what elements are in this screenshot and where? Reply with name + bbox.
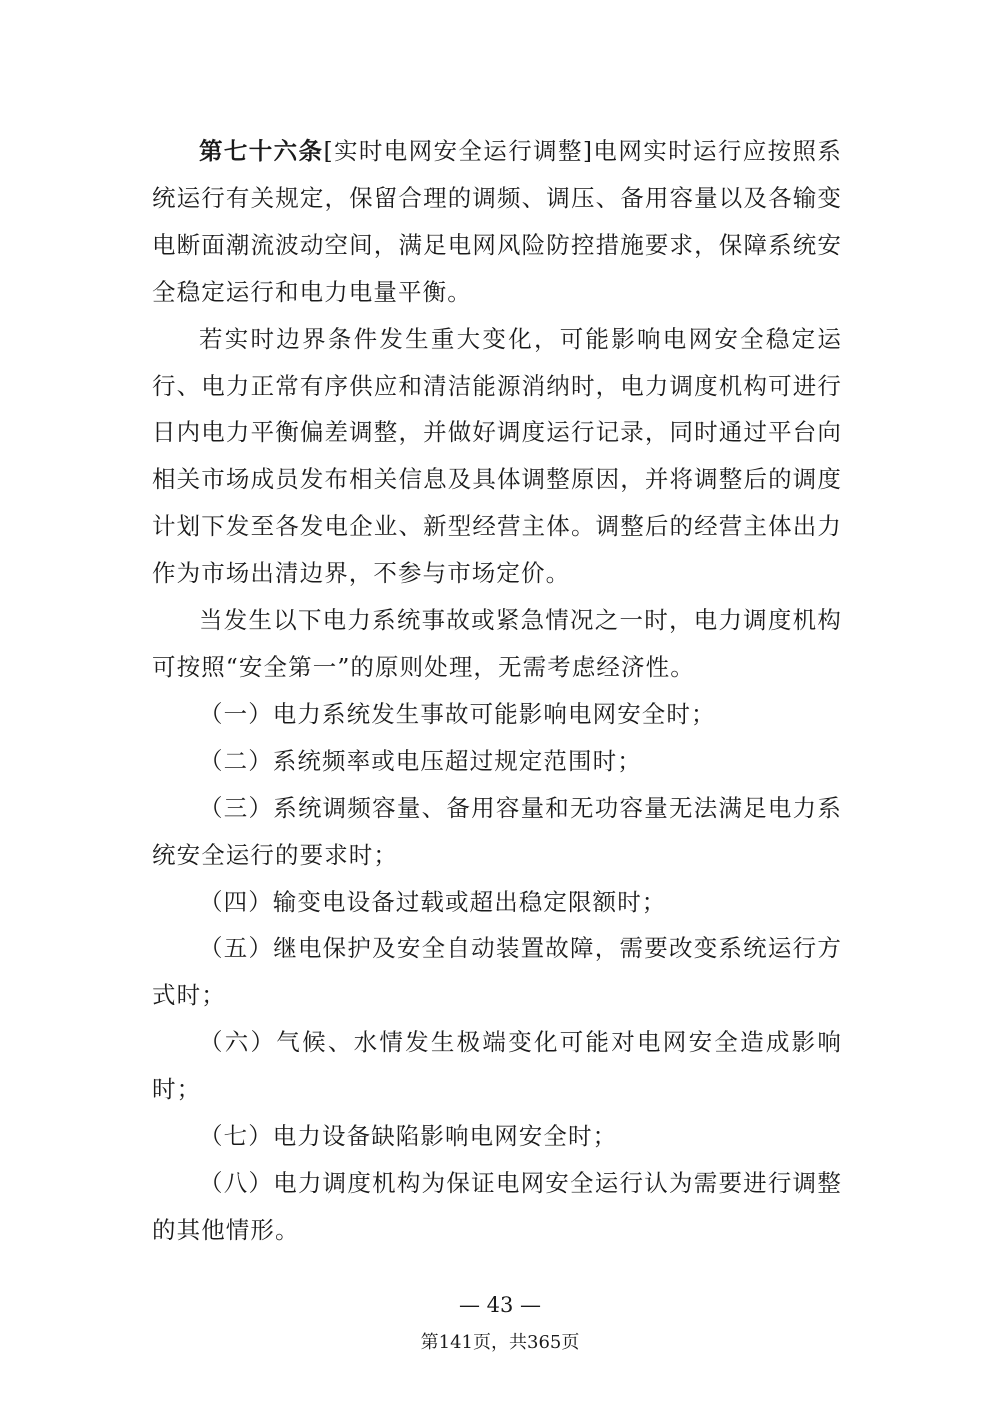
document-body <box>152 128 842 1254</box>
article-76-paragraph-1 <box>152 128 842 316</box>
page-count: 第141页，共365页 <box>420 1332 580 1353</box>
article-heading: 第七十六条 <box>199 137 324 165</box>
list-item-4: （四）输变电设备过载或超出稳定限额时； <box>199 887 667 916</box>
list-item-2: （二）系统频率或电压超过规定范围时； <box>199 746 642 775</box>
article-title: [实时电网安全运行调整] <box>323 137 594 165</box>
page-number: — 43 — <box>458 1293 542 1317</box>
article-76-paragraph-2: 若实时边界条件发生重大变化，可能影响电网安全稳定运行、电力正常有序供应和清洁能源消纳时，电力调度机构可进行日内电力平衡偏差调整，并做好调度运行记录，同时通过平台向相关市场成员发布相关信息及具体调整原因，并将调整后的调度计划下发至各发电企业、新型经营主体。调整后的经营主体出力作为市场出清边界，不参与市场定价。 <box>152 324 842 588</box>
list-item-8: （八）电力调度机构为保证电网安全运行认为需要进行调整的其他情形。 <box>152 1168 842 1244</box>
article-76-paragraph-3: 当发生以下电力系统事故或紧急情况之一时，电力调度机构可按照“安全第一”的原则处理，无需考虑经济性。 <box>152 606 842 681</box>
list-item-7: （七）电力设备缺陷影响电网安全时； <box>199 1122 618 1151</box>
list-item-1: （一）电力系统发生事故可能影响电网安全时； <box>199 699 716 728</box>
list-item-3: （三）系统调频容量、备用容量和无功容量无法满足电力系统安全运行的要求时； <box>152 793 842 869</box>
article-body: 电网实时运行应按照系统运行有关规定，保留合理的调频、调压、备用容量以及各输变电断面潮流波动空间，满足电网风险防控措施要求，保障系统安全稳定运行和电力电量平衡。 <box>152 137 843 306</box>
list-item-5: （五）继电保护及安全自动装置故障，需要改变系统运行方式时； <box>152 934 842 1010</box>
list-item-6: （六）气候、水情发生极端变化可能对电网安全造成影响时； <box>152 1028 842 1104</box>
